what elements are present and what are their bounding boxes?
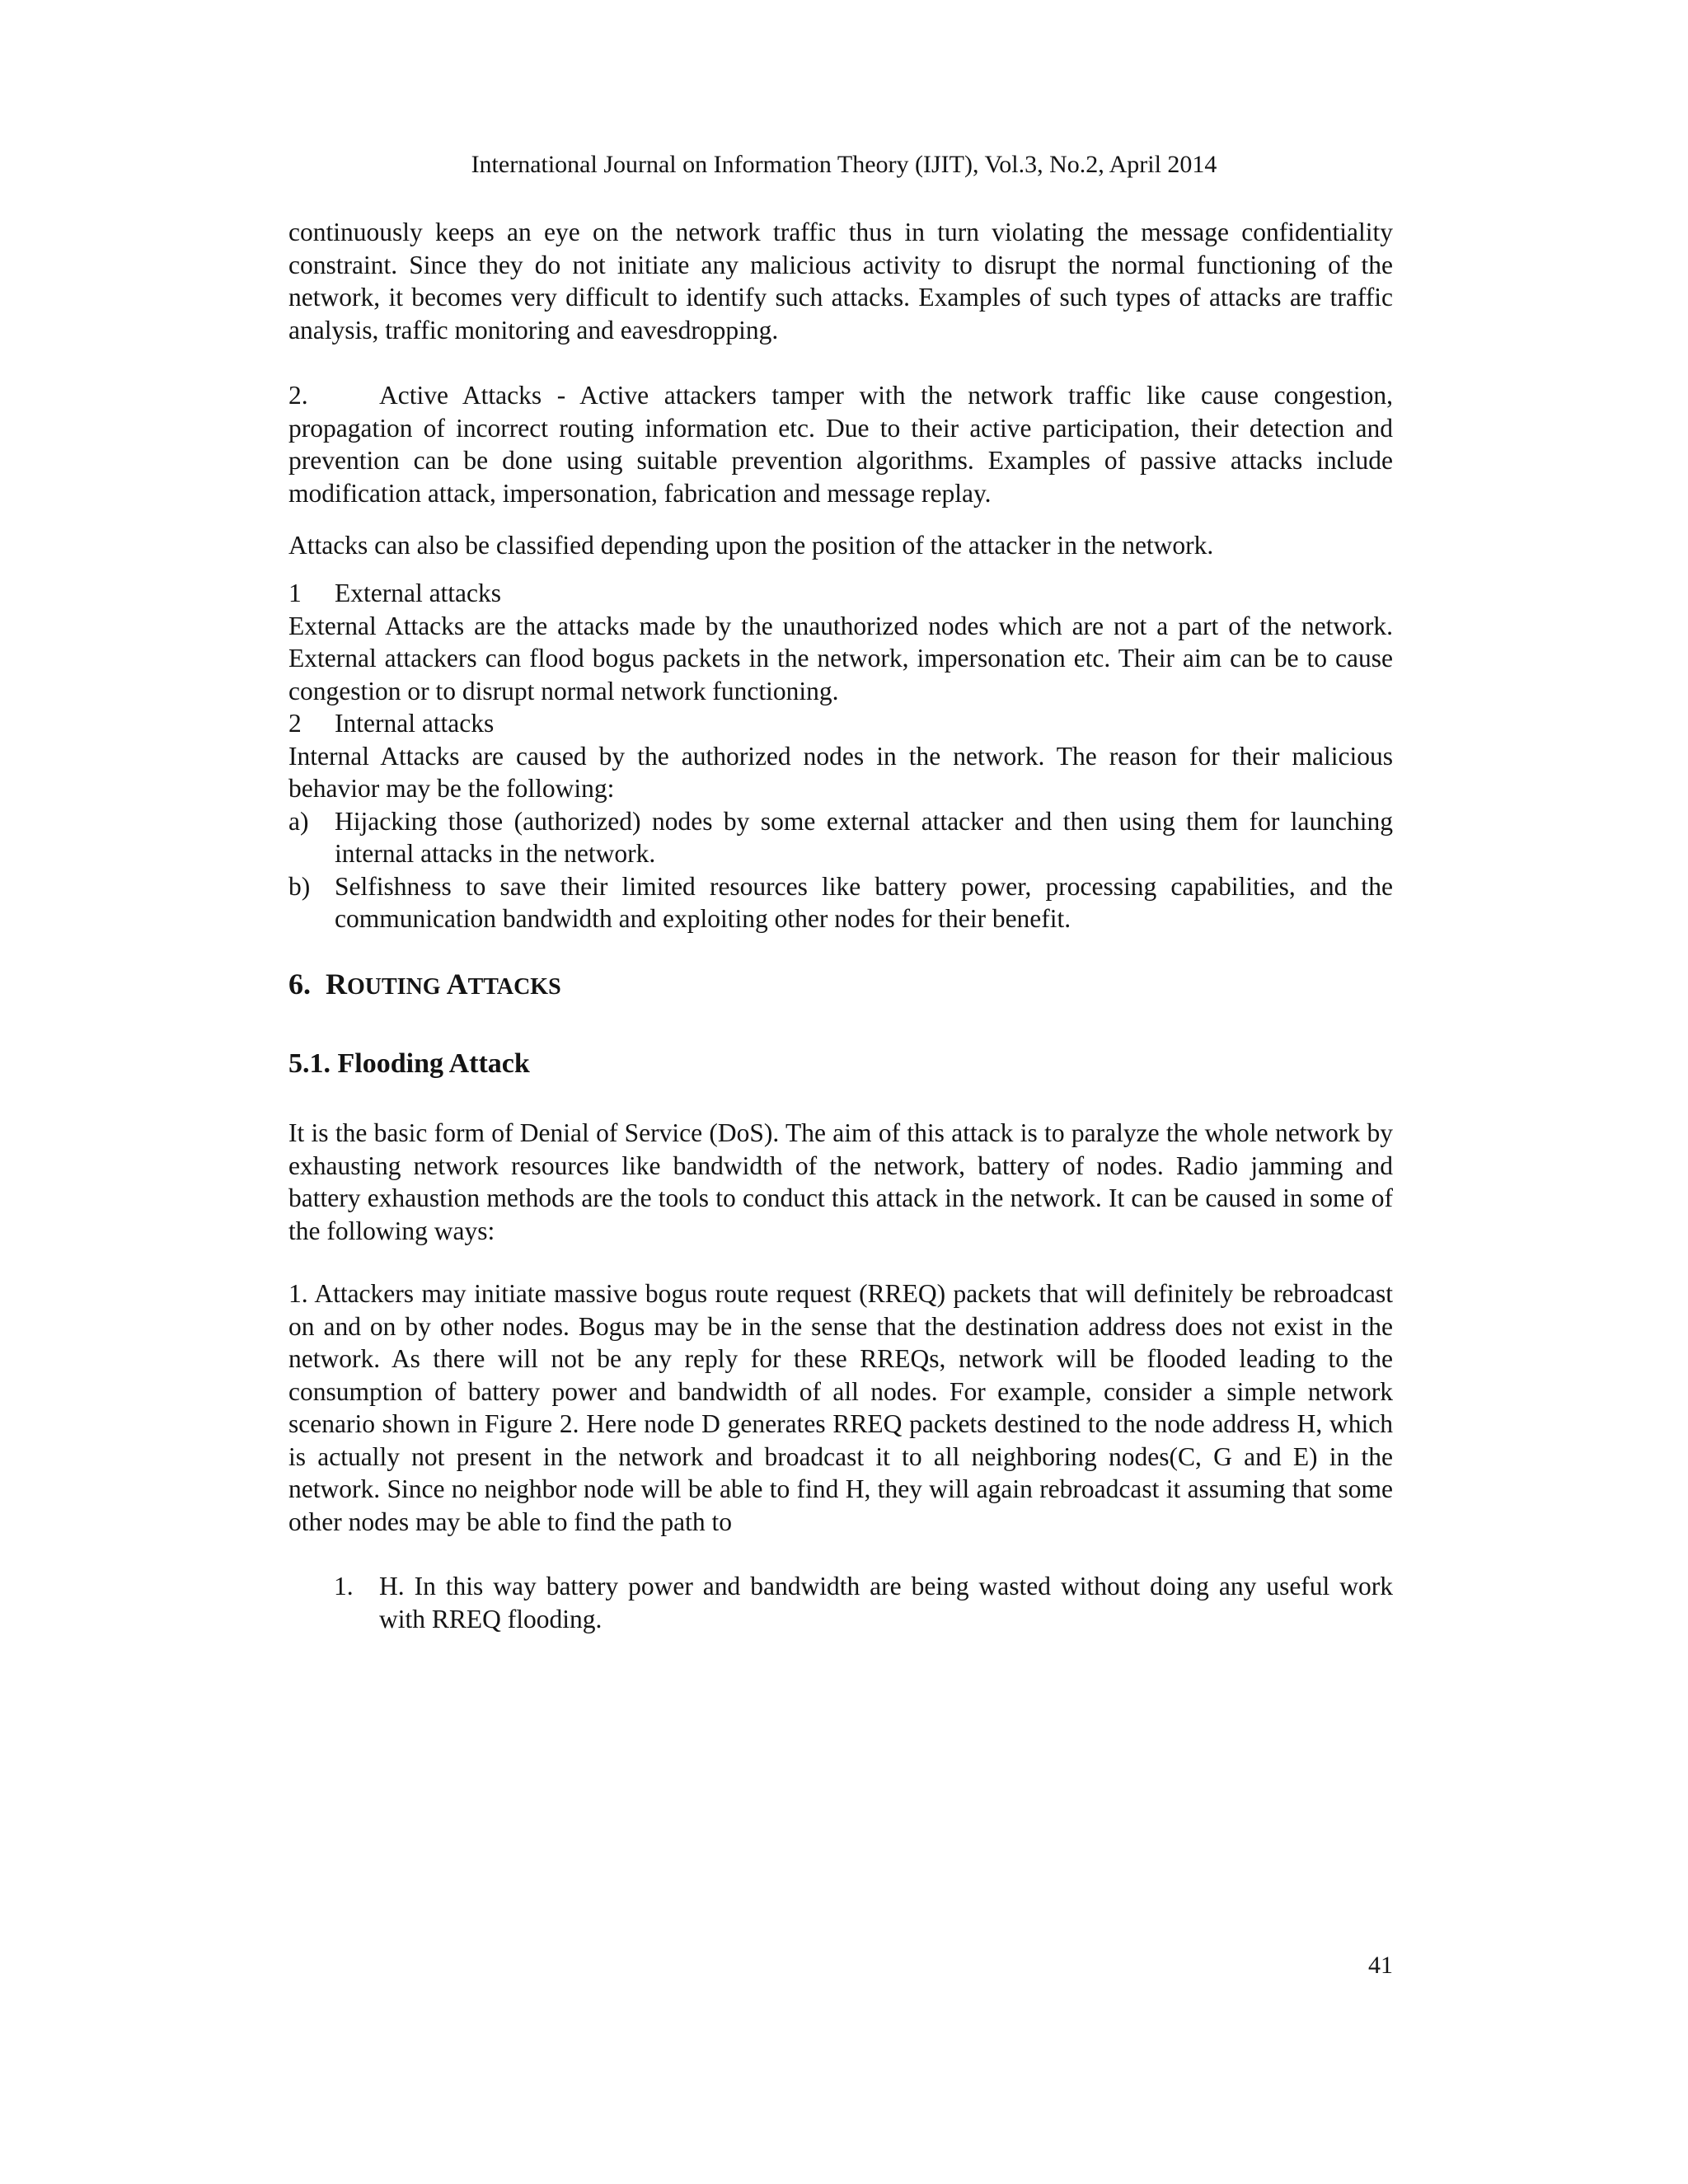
- attack-position-list: [288, 577, 1393, 935]
- list-item-b: [288, 870, 1393, 935]
- item-text: Hijacking those (authorized) nodes by some external attacker and then using them for launching internal attacks in the network.: [335, 806, 1393, 868]
- paragraph-text: It is the basic form of Denial of Service (DoS). The aim of this attack is to paralyze the whole network by exhausting network resources like bandwidth of the network, battery of nodes. Radio jamming and battery exhaustion methods are the tools to conduct this attack in the network. It can be caused in some of the following ways:: [288, 1118, 1393, 1245]
- item-number: 2: [288, 709, 302, 738]
- item-heading: External attacks: [335, 579, 502, 607]
- item-number: 1: [288, 579, 302, 607]
- list-item-internal: [288, 707, 1393, 740]
- item-number: 2.: [288, 381, 308, 410]
- numbered-list-item: [334, 1570, 1393, 1635]
- section-heading: 6. ROUTING ATTACKS: [288, 968, 561, 1001]
- running-header: International Journal on Information Theory (IJIT), Vol.3, No.2, April 2014: [471, 151, 1217, 178]
- item-number: 1.: [334, 1572, 354, 1601]
- list-item-external: [288, 577, 1393, 610]
- paragraph-flooding-item-1: [288, 1277, 1393, 1538]
- item-text: Selfishness to save their limited resources like battery power, processing capabilities, and the communication bandwidth and exploiting other nodes for their benefit.: [335, 871, 1393, 933]
- paragraph-position: [288, 529, 1393, 562]
- section-number: 6.: [288, 968, 311, 1001]
- item-label: a): [288, 806, 309, 836]
- paragraph-active-attacks: [288, 379, 1393, 509]
- subsection-heading: 5.1. Flooding Attack: [288, 1048, 530, 1079]
- item-text: H. In this way battery power and bandwidth are being wasted without doing any useful work with RREQ flooding.: [379, 1572, 1393, 1633]
- paragraph-text: continuously keeps an eye on the network traffic thus in turn violating the message confidentiality constraint. Since they do not initiate any malicious activity to disrupt the normal functioning of the network, it becomes very difficult to identify such attacks. Examples of such types of attacks are traffic analysis, traffic monitoring and eavesdropping.: [288, 218, 1393, 344]
- page-number: 41: [1368, 1952, 1393, 1979]
- paragraph-flooding-intro: [288, 1117, 1393, 1247]
- item-heading: Internal attacks: [335, 709, 495, 738]
- paragraph-internal: Internal Attacks are caused by the authorized nodes in the network. The reason for their malicious behavior may be the following:: [288, 741, 1393, 803]
- list-item-a: [288, 805, 1393, 870]
- paragraph-text: 1. Attackers may initiate massive bogus route request (RREQ) packets that will definitely be rebroadcast on and on by other nodes. Bogus may be in the sense that the destination address does not exist in the network. As there will not be any reply for these RREQs, network will be flooded leading to the consumption of battery power and bandwidth of all nodes. For example, consider a simple network scenario shown in Figure 2. Here node D generates RREQ packets destined to the node address H, which is actually not present in the network and broadcast it to all neighboring nodes(C, G and E) in the network. Since no neighbor node will be able to find H, they will again rebroadcast it assuming that some other nodes may be able to find the path to: [288, 1279, 1393, 1536]
- item-label: b): [288, 871, 311, 901]
- paragraph-text: Active Attacks - Active attackers tamper with the network traffic like cause congestion, propagation of incorrect routing information etc. Due to their active participation, their detection and prevention can be done using suitable prevention algorithms. Examples of passive attacks include modification attack, impersonation, fabrication and message replay.: [288, 381, 1393, 508]
- paragraph-text: Attacks can also be classified depending upon the position of the attacker in the network.: [288, 531, 1214, 560]
- paragraph-passive-continuation: [288, 216, 1393, 346]
- paragraph-external: External Attacks are the attacks made by the unauthorized nodes which are not a part of the network. External attackers can flood bogus packets in the network, impersonation etc. Their aim can be to cause congestion or to disrupt normal network functioning.: [288, 611, 1393, 705]
